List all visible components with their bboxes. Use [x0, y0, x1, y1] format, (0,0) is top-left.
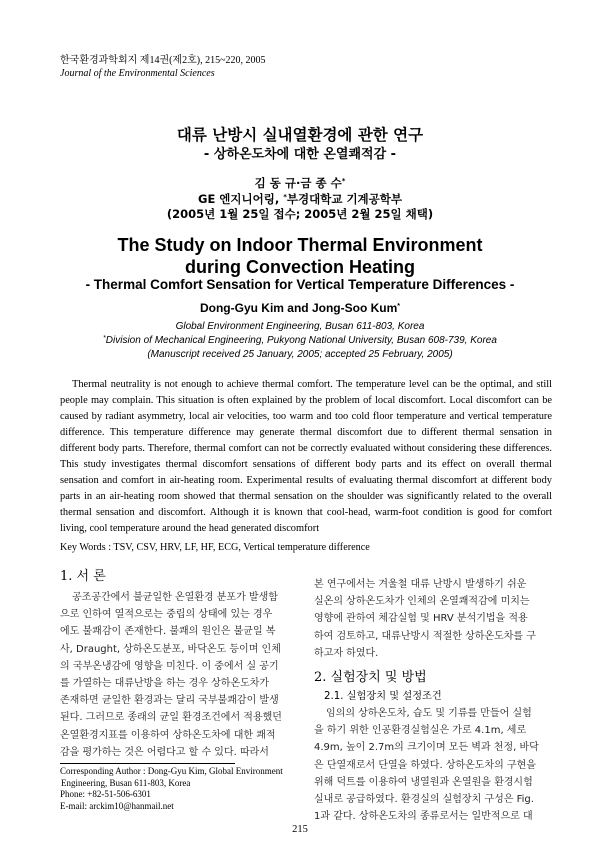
body-line: 의 국부온냉감에 영향을 미친다. 이 중에서 실 공기 — [60, 660, 279, 672]
english-title-line2: during Convection Heating — [184, 257, 415, 277]
korean-authors — [0, 176, 600, 191]
left-column-body — [60, 589, 292, 761]
section-2-heading: 2. 실험장치 및 방법 — [314, 670, 427, 685]
korean-affiliation-a: GE 엔지니어링, — [198, 192, 284, 206]
english-authors — [0, 301, 600, 316]
body-line: 1과 같다. 상하온도차의 종류로서는 일반적으로 대 — [314, 811, 533, 823]
body-line: 감을 평가하는 것은 어렵다고 할 수 있다. 따라서 — [60, 746, 269, 758]
english-authors-mark: * — [397, 303, 401, 310]
body-line: 실내로 공급하였다. 환경실의 실험장치 구성은 Fig. — [314, 794, 534, 806]
body-line: 에도 불쾌감이 존재한다. 불쾌의 원인은 불균일 복 — [60, 626, 276, 638]
footnote-divider — [60, 763, 235, 764]
manuscript-dates: (Manuscript received 25 January, 2005; accepted 25 February, 2005) — [147, 349, 453, 360]
section-1-heading: 1. 서 론 — [60, 569, 106, 584]
journal-english: Journal of the Environmental Sciences — [60, 68, 215, 79]
body-line: 를 가열하는 대류난방을 하는 경우 상하온도차가 — [60, 678, 270, 690]
body-line: 온열환경지표를 이용하여 상하온도차에 대한 쾌적 — [60, 729, 276, 741]
english-affiliation2 — [0, 334, 600, 347]
section-2-1-heading: 2.1. 실험장치 및 설정조건 — [324, 691, 442, 702]
corresponding-line: Engineering, Busan 611-803, Korea — [61, 777, 191, 788]
english-title — [0, 234, 600, 278]
body-line: 사, Draught, 상하온도분포, 바닥온도 등이며 인체 — [60, 643, 281, 655]
body-line: 을 하기 위한 인공환경실험실은 가로 4.1m, 세로 — [314, 725, 527, 737]
body-line: 하여 검토하고, 대류난방시 적절한 상하온도차를 구 — [314, 630, 536, 642]
body-line: 위해 덕트를 이용하여 냉열원과 온열원을 환경시험 — [314, 776, 533, 788]
korean-authors-mark: * — [341, 177, 346, 185]
right-column-intro — [314, 576, 554, 662]
korean-affiliation-mark: * — [283, 193, 287, 201]
journal-header — [60, 54, 266, 80]
body-line: 본 연구에서는 겨울철 대류 난방시 발생하기 쉬운 — [314, 579, 527, 590]
english-affiliation2-mark: * — [103, 335, 106, 342]
page-number: 215 — [292, 824, 308, 835]
corresponding-author — [60, 766, 300, 812]
keywords: Key Words : TSV, CSV, HRV, LF, HF, ECG, Vertical temperature difference — [60, 542, 370, 553]
body-line: 하고자 하였다. — [314, 647, 379, 659]
korean-dates: (2005년 1월 25일 접수; 2005년 2월 25일 채택) — [166, 207, 434, 221]
body-line: 임의의 상하온도차, 습도 및 기류를 만들어 실험 — [326, 708, 532, 719]
body-line: 존재하면 균일한 환경과는 달리 국부불쾌감이 발생 — [60, 695, 279, 707]
body-line: 은 단열재로서 단열을 하였다. 상하온도차의 구현을 — [314, 759, 536, 771]
corresponding-phone: Phone: +82-51-506-6301 — [60, 789, 151, 799]
body-line: 실온의 상하온도차가 인체의 온열쾌적감에 미치는 — [314, 596, 530, 608]
abstract: Thermal neutrality is not enough to achieve thermal comfort. The temperature level can be the optimal, and still people may complain. This situation is often explained by the problem of local discomfort. Local discomfort can be caused by radiant asymmetry, local air velocities, too warm and too cold floor temperature and vertical temperature difference. This temperature difference may generate thermal discomfort due to different thermal sensation in different body parts. Therefore, thermal comfort can not be correctly evaluated without considering these differences. This study investigates thermal discomfort sensations of different body parts and its effect on overall thermal sensation and comfort in air-heating room. Experimental results of evaluating thermal discomfort at different body parts in an air-heating room showed that thermal sensation on the shoulder was significantly related to the overall thermal sensation and discomfort. Although it is known that cool-head, warm-foot condition is good for comfort living, cool temperature around the head generated discomfort — [60, 379, 552, 534]
english-subtitle: - Thermal Comfort Sensation for Vertical Temperature Differences - — [85, 277, 515, 292]
korean-affiliation-b: 부경대학교 기계공학부 — [286, 192, 402, 206]
english-authors-names: Dong-Gyu Kim and Jong-Soo Kum — [199, 301, 398, 315]
body-line: 된다. 그러므로 종래의 균일 환경조건에서 적용했던 — [60, 712, 282, 724]
corresponding-line: Corresponding Author : Dong-Gyu Kim, Global Environment — [60, 766, 283, 776]
english-affiliation2-text: Division of Mechanical Engineering, Pukyong National University, Busan 608-739, Korea — [105, 335, 497, 346]
english-title-line1: The Study on Indoor Thermal Environment — [117, 235, 483, 255]
korean-title: 대류 난방시 실내열환경에 관한 연구 — [176, 126, 424, 144]
body-line: 4.9m, 높이 2.7m의 크기이며 모든 벽과 천정, 바닥 — [314, 742, 539, 754]
english-affiliation1: Global Environment Engineering, Busan 611-803, Korea — [175, 321, 425, 332]
body-line: 영향에 관하여 체감실험 및 HRV 분석기법을 적용 — [314, 613, 528, 625]
body-line: 으로 인하여 열적으로는 중립의 상태에 있는 경우 — [60, 609, 273, 621]
right-column-body — [314, 705, 554, 825]
body-line: 공조공간에서 불균일한 온열환경 분포가 발생함 — [72, 592, 278, 603]
korean-authors-names: 김 동 규·금 종 수 — [254, 176, 342, 190]
korean-affiliation — [0, 192, 600, 207]
journal-korean: 한국환경과학회지 제14권(제2호), 215~220, 2005 — [60, 55, 266, 66]
korean-subtitle: - 상하온도차에 대한 온열쾌적감 - — [203, 147, 397, 162]
corresponding-email: E-mail: arckim10@hanmail.net — [60, 800, 174, 811]
